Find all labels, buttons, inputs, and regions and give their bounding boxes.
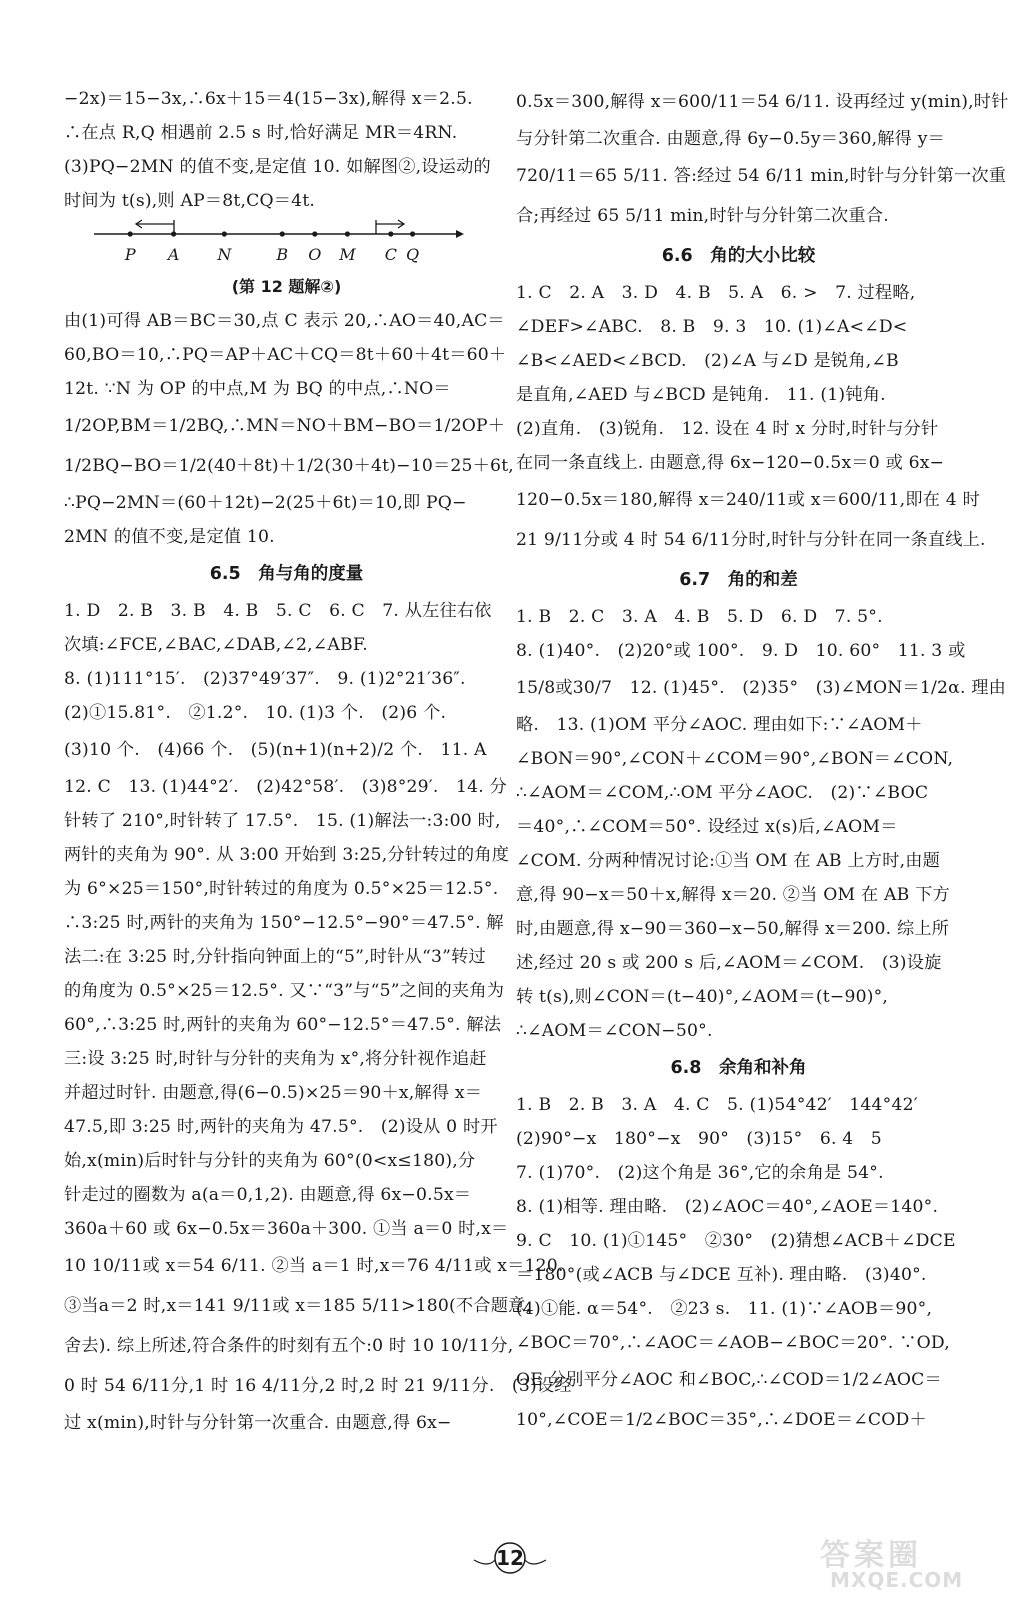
text-line: ∠DEF>∠ABC. 8. B 9. 3 10. (1)∠A<∠D< — [516, 317, 908, 337]
text-line: 时间为 t(s),则 AP＝8t,CQ＝4t. — [64, 191, 316, 211]
text-line: 7. (1)70°. (2)这个角是 36°,它的余角是 54°. — [516, 1163, 884, 1183]
text-line: 在同一条直线上. 由题意,得 6x−120−0.5x＝0 或 6x− — [516, 453, 945, 473]
text-line: 次填:∠FCE,∠BAC,∠DAB,∠2,∠ABF. — [64, 635, 368, 655]
text-line: ∠COM. 分两种情况讨论:①当 OM 在 AB 上方时,由题 — [516, 851, 941, 871]
point-m — [345, 231, 350, 236]
text-line: ＝40°,∴∠COM＝50°. 设经过 x(s)后,∠AOM＝ — [516, 817, 898, 837]
text-line: 9. C 10. (1)①145° ②30° (2)猜想∠ACB＋∠DCE — [516, 1231, 956, 1251]
left-column — [64, 82, 572, 1440]
point-b — [280, 231, 285, 236]
page-number-text: 12 — [496, 1546, 524, 1570]
text-line: 360a＋60 或 6x−0.5x＝360a＋300. ①当 a＝0 时,x＝ — [64, 1219, 509, 1239]
text-line: 8. (1)40°. (2)20°或 100°. 9. D 10. 60° 11. 3 或 — [516, 641, 966, 661]
text-line: (3)PQ−2MN 的值不变,是定值 10. 如解图②,设运动的 — [64, 157, 491, 177]
number-line-svg — [64, 218, 484, 270]
section-heading-6-6: 6.6 角的大小比较 — [661, 246, 816, 266]
axis-arrow — [456, 230, 464, 238]
text-line: 2MN 的值不变,是定值 10. — [64, 527, 275, 547]
text-line: ∴∠AOM＝∠CON−50°. — [516, 1021, 713, 1041]
watermark-url: MXQE.COM — [830, 1568, 964, 1592]
watermark-title: 答案圈 — [820, 1538, 922, 1573]
point-label-b: B — [276, 245, 289, 264]
point-label-p: P — [124, 245, 136, 264]
point-label-n: N — [217, 245, 232, 264]
point-label-o: O — [308, 245, 322, 264]
text-line: 始,x(min)后时针与分针的夹角为 60°(0<x≤180),分 — [64, 1151, 476, 1171]
text-line: 述,经过 20 s 或 200 s 后,∠AOM＝∠COM. (3)设旋 — [516, 953, 942, 973]
text-line: ∴PQ−2MN＝(60＋12t)−2(25＋6t)＝10,即 PQ− — [64, 493, 467, 513]
text-line: 由(1)可得 AB＝BC＝30,点 C 表示 20,∴AO＝40,AC＝ — [64, 311, 505, 331]
text-line: ∴3:25 时,两针的夹角为 150°−12.5°−90°＝47.5°. 解 — [64, 913, 504, 933]
text-line: 8. (1)111°15′. (2)37°49′37″. 9. (1)2°21′36″. — [64, 669, 466, 689]
text-line: 略. 13. (1)OM 平分∠AOC. 理由如下:∵∠AOM＋ — [516, 715, 923, 735]
text-line: 120−0.5x＝180,解得 x＝240/11或 x＝600/11,即在 4 时 — [516, 490, 980, 510]
point-label-c: C — [384, 245, 397, 264]
number-line-figure — [64, 218, 509, 270]
point-c — [388, 231, 393, 236]
text-line: 三:设 3:25 时,时针与分针的夹角为 x°,将分针视作追赶 — [64, 1049, 487, 1069]
text-line: ∴在点 R,Q 相遇前 2.5 s 时,恰好满足 MR＝4RN. — [64, 123, 458, 143]
text-line: 1. D 2. B 3. B 4. B 5. C 6. C 7. 从左往右依 — [64, 601, 492, 621]
text-line: ＝180°(或∠ACB 与∠DCE 互补). 理由略. (3)40°. — [516, 1265, 927, 1285]
text-line: ∠BON＝90°,∠CON＋∠COM＝90°,∠BON＝∠CON, — [516, 749, 954, 769]
point-n — [222, 231, 227, 236]
text-line: 12t. ∵N 为 OP 的中点,M 为 BQ 的中点,∴NO＝ — [64, 379, 451, 399]
text-line: 转 t(s),则∠CON＝(t−40)°,∠AOM＝(t−90)°, — [516, 987, 889, 1007]
text-line: 时,由题意,得 x−90＝360−x−50,解得 x＝200. 综上所 — [516, 919, 950, 939]
text-line: 15/8或30/7 12. (1)45°. (2)35° (3)∠MON＝1/2α. 理由 — [516, 678, 1007, 698]
text-line: OE 分别平分∠AOC 和∠BOC,∴∠COD＝1/2∠AOC＝ — [516, 1370, 942, 1390]
text-line: 720/11＝65 5/11. 答:经过 54 6/11 min,时针与分针第一次重 — [516, 166, 1007, 186]
text-line: 10°,∠COE＝1/2∠BOC＝35°,∴∠DOE＝∠COD＋ — [516, 1410, 927, 1430]
point-q — [410, 231, 415, 236]
text-line: 1. B 2. B 3. A 4. C 5. (1)54°42′ 144°42′ — [516, 1095, 918, 1115]
text-line: (3)10 个. (4)66 个. (5)(n+1)(n+2)/2 个. 11. A — [64, 740, 487, 760]
text-line: 针转了 210°,时针转了 17.5°. 15. (1)解法一:3:00 时, — [64, 811, 501, 831]
point-p — [128, 231, 133, 236]
right-column — [516, 82, 1009, 1440]
text-line: (4)①能. α＝54°. ②23 s. 11. (1)∵∠AOB＝90°, — [516, 1299, 933, 1319]
text-line: 1/2BQ−BO＝1/2(40＋8t)＋1/2(30＋4t)−10＝25＋6t, — [64, 456, 514, 476]
watermark-logo — [820, 1530, 1010, 1594]
text-line: −2x)＝15−3x,∴6x＋15＝4(15−3x),解得 x＝2.5. — [64, 89, 473, 109]
text-line: 8. (1)相等. 理由略. (2)∠AOC＝40°,∠AOE＝140°. — [516, 1197, 939, 1217]
point-o — [312, 231, 317, 236]
section-heading-6-7: 6.7 角的和差 — [679, 570, 798, 590]
text-line: 意,得 90−x＝50＋x,解得 x＝20. ②当 OM 在 AB 下方 — [516, 885, 950, 905]
section-heading-6-5: 6.5 角与角的度量 — [209, 564, 364, 584]
text-line: 1/2OP,BM＝1/2BQ,∴MN＝NO＋BM−BO＝1/2OP＋ — [64, 416, 506, 436]
text-line: 10 10/11或 x＝54 6/11. ②当 a＝1 时,x＝76 4/11或 x＝120. — [64, 1256, 564, 1276]
text-line: 针走过的圈数为 a(a＝0,1,2). 由题意,得 6x−0.5x＝ — [64, 1185, 472, 1205]
text-line: 舍去). 综上所述,符合条件的时刻有五个:0 时 10 10/11分, — [64, 1336, 514, 1356]
text-line: 12. C 13. (1)44°2′. (2)42°58′. (3)8°29′. 14. 分 — [64, 777, 507, 797]
page-number — [470, 1538, 550, 1578]
text-line: 21 9/11分或 4 时 54 6/11分时,时针与分针在同一条直线上. — [516, 530, 986, 550]
text-line: 60°,∴3:25 时,两针的夹角为 60°−12.5°＝47.5°. 解法 — [64, 1015, 502, 1035]
text-line: (2)①15.81°. ②1.2°. 10. (1)3 个. (2)6 个. — [64, 703, 447, 723]
text-line: 与分针第二次重合. 由题意,得 6y−0.5y＝360,解得 y＝ — [516, 129, 945, 149]
text-line: 为 6°×25＝150°,时针转过的角度为 0.5°×25＝12.5°. — [64, 879, 499, 899]
text-line: 47.5,即 3:25 时,两针的夹角为 47.5°. (2)设从 0 时开 — [64, 1117, 498, 1137]
text-line: 0 时 54 6/11分,1 时 16 4/11分,2 时,2 时 21 9/11分. (3)设经 — [64, 1376, 572, 1396]
point-label-a: A — [167, 245, 180, 264]
text-line: 是直角,∠AED 与∠BCD 是钝角. 11. (1)钝角. — [516, 385, 886, 405]
text-line: ∴∠AOM＝∠COM,∴OM 平分∠AOC. (2)∵∠BOC — [516, 783, 929, 803]
text-line: 两针的夹角为 90°. 从 3:00 开始到 3:25,分针转过的角度 — [64, 845, 510, 865]
figure-caption: (第 12 题解②) — [231, 277, 342, 296]
text-line: 合;再经过 65 5/11 min,时针与分针第二次重合. — [516, 206, 889, 226]
text-line: 过 x(min),时针与分针第一次重合. 由题意,得 6x− — [64, 1413, 452, 1433]
text-line: 0.5x＝300,解得 x＝600/11＝54 6/11. 设再经过 y(min),时针 — [516, 92, 1009, 112]
text-line: 1. C 2. A 3. D 4. B 5. A 6. > 7. 过程略, — [516, 283, 916, 303]
text-line: ③当a＝2 时,x＝141 9/11或 x＝185 5/11>180(不合题意, — [64, 1296, 532, 1316]
text-line: 并超过时针. 由题意,得(6−0.5)×25＝90＋x,解得 x＝ — [64, 1083, 483, 1103]
text-line: ∠B<∠AED<∠BCD. (2)∠A 与∠D 是锐角,∠B — [516, 351, 899, 371]
text-line: 的角度为 0.5°×25＝12.5°. 又∵“3”与“5”之间的夹角为 — [64, 981, 505, 1001]
point-label-m: M — [339, 245, 356, 264]
text-line: 1. B 2. C 3. A 4. B 5. D 6. D 7. 5°. — [516, 607, 883, 627]
text-line: (2)90°−x 180°−x 90° (3)15° 6. 4 5 — [516, 1129, 882, 1149]
point-label-q: Q — [405, 245, 420, 264]
text-line: 法二:在 3:25 时,分针指向钟面上的“5”,时针从“3”转过 — [64, 947, 486, 967]
text-line: (2)直角. (3)锐角. 12. 设在 4 时 x 分时,时针与分针 — [516, 419, 939, 439]
text-line: 60,BO＝10,∴PQ＝AP＋AC＋CQ＝8t＋60＋4t＝60＋ — [64, 345, 507, 365]
section-heading-6-8: 6.8 余角和补角 — [670, 1058, 807, 1078]
text-line: ∠BOC＝70°,∴∠AOC＝∠AOB−∠BOC＝20°. ∵OD, — [516, 1333, 950, 1353]
